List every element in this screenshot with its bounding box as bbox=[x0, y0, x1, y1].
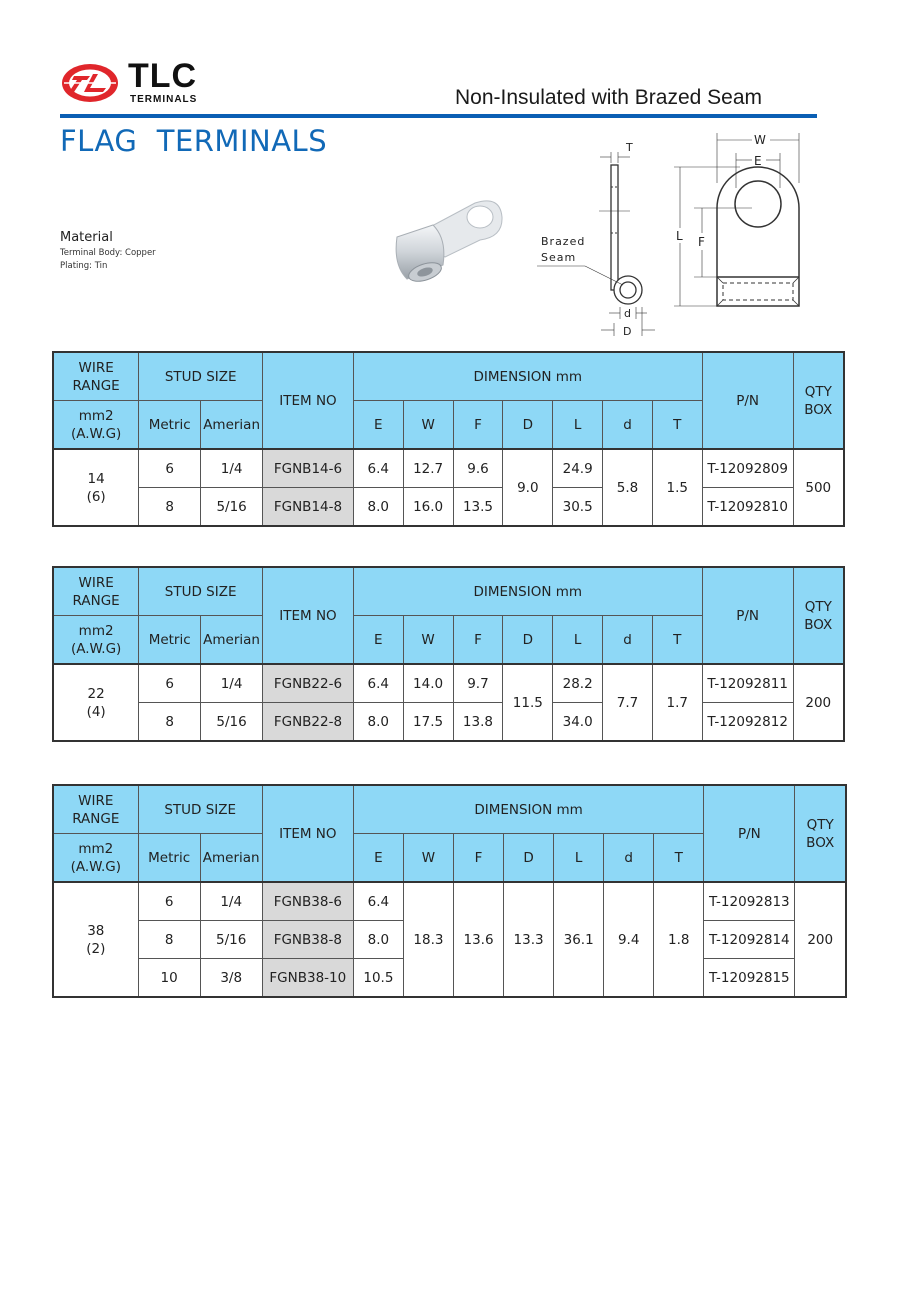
header-wire-range: WIRE RANGE bbox=[53, 785, 138, 834]
wire-range-cell: 38 (2) bbox=[53, 882, 138, 997]
pn-cell: T-12092810 bbox=[702, 488, 793, 527]
t-cell: 1.7 bbox=[652, 664, 702, 741]
w-cell: 18.3 bbox=[403, 882, 453, 997]
header-D: D bbox=[503, 616, 553, 665]
header-mm2: mm2 (A.W.G) bbox=[53, 834, 138, 883]
item-no-cell: FGNB38-6 bbox=[262, 882, 353, 921]
table-row bbox=[53, 703, 844, 742]
tlc-logo-icon bbox=[60, 62, 120, 104]
dim-label-F: F bbox=[698, 235, 705, 249]
header-stud-size: STUD SIZE bbox=[139, 352, 263, 401]
d-inner-cell: 7.7 bbox=[603, 664, 653, 741]
header-metric: Metric bbox=[139, 616, 201, 665]
spec-table-14 bbox=[52, 351, 845, 527]
header-item-no: ITEM NO bbox=[263, 567, 354, 664]
metric-cell: 6 bbox=[139, 449, 201, 488]
header-amerian: Amerian bbox=[201, 616, 263, 665]
l-cell: 36.1 bbox=[554, 882, 604, 997]
metric-cell: 10 bbox=[138, 959, 200, 998]
metric-cell: 8 bbox=[138, 921, 200, 959]
pn-cell: T-12092811 bbox=[702, 664, 793, 703]
d-outer-cell: 9.0 bbox=[503, 449, 553, 526]
header-F: F bbox=[453, 401, 503, 450]
table-row bbox=[53, 664, 844, 703]
header-E: E bbox=[353, 616, 403, 665]
t-cell: 1.8 bbox=[654, 882, 704, 997]
l-cell: 24.9 bbox=[553, 449, 603, 488]
header-qty-box: QTY BOX bbox=[795, 785, 846, 882]
e-cell: 6.4 bbox=[353, 449, 403, 488]
e-cell: 6.4 bbox=[353, 882, 403, 921]
pn-cell: T-12092814 bbox=[704, 921, 795, 959]
header-T: T bbox=[654, 834, 704, 883]
header-amerian: Amerian bbox=[201, 401, 263, 450]
header-wire-range: WIRE RANGE bbox=[53, 567, 139, 616]
wire-range-cell: 22 (4) bbox=[53, 664, 139, 741]
header-T: T bbox=[652, 401, 702, 450]
header-L: L bbox=[553, 616, 603, 665]
dim-label-D: D bbox=[623, 325, 632, 338]
header-qty-box: QTY BOX bbox=[793, 352, 844, 449]
t-cell: 1.5 bbox=[652, 449, 702, 526]
brand-logo bbox=[60, 57, 220, 110]
l-cell: 34.0 bbox=[553, 703, 603, 742]
qty-cell: 500 bbox=[793, 449, 844, 526]
l-cell: 30.5 bbox=[553, 488, 603, 527]
brand-sub: TERMINALS bbox=[130, 94, 198, 105]
qty-cell: 200 bbox=[793, 664, 844, 741]
dim-label-E: E bbox=[754, 154, 762, 168]
f-cell: 13.8 bbox=[453, 703, 503, 742]
amerian-cell: 1/4 bbox=[201, 664, 263, 703]
item-no-cell: FGNB22-8 bbox=[263, 703, 354, 742]
material-body: Terminal Body: Copper bbox=[60, 248, 156, 258]
item-no-cell: FGNB14-8 bbox=[263, 488, 354, 527]
e-cell: 8.0 bbox=[353, 703, 403, 742]
header-pn: P/N bbox=[702, 567, 793, 664]
header-E: E bbox=[353, 401, 403, 450]
w-cell: 17.5 bbox=[403, 703, 453, 742]
header-F: F bbox=[453, 834, 503, 883]
dim-label-L: L bbox=[676, 229, 683, 243]
header-d: d bbox=[604, 834, 654, 883]
l-cell: 28.2 bbox=[553, 664, 603, 703]
table-row bbox=[53, 449, 844, 488]
amerian-cell: 1/4 bbox=[201, 449, 263, 488]
e-cell: 8.0 bbox=[353, 921, 403, 959]
spec-table-38 bbox=[52, 784, 847, 998]
front-view-diagram bbox=[670, 128, 820, 313]
d-outer-cell: 11.5 bbox=[503, 664, 553, 741]
pn-cell: T-12092815 bbox=[704, 959, 795, 998]
metric-cell: 8 bbox=[139, 488, 201, 527]
dim-label-d: d bbox=[624, 307, 631, 320]
spec-table-22 bbox=[52, 566, 845, 742]
brazed-label: Brazed bbox=[541, 235, 586, 248]
header-dimension: DIMENSION mm bbox=[353, 352, 702, 401]
metric-cell: 8 bbox=[139, 703, 201, 742]
header-pn: P/N bbox=[704, 785, 795, 882]
header-d: d bbox=[603, 401, 653, 450]
f-cell: 13.6 bbox=[453, 882, 503, 997]
amerian-cell: 5/16 bbox=[201, 703, 263, 742]
header-W: W bbox=[403, 401, 453, 450]
qty-cell: 200 bbox=[795, 882, 846, 997]
side-view-diagram bbox=[535, 135, 660, 341]
w-cell: 12.7 bbox=[403, 449, 453, 488]
d-inner-cell: 9.4 bbox=[604, 882, 654, 997]
header-divider bbox=[60, 114, 817, 118]
item-no-cell: FGNB38-10 bbox=[262, 959, 353, 998]
pn-cell: T-12092813 bbox=[704, 882, 795, 921]
metric-cell: 6 bbox=[139, 664, 201, 703]
header-pn: P/N bbox=[702, 352, 793, 449]
wire-range-cell: 14 (6) bbox=[53, 449, 139, 526]
header-item-no: ITEM NO bbox=[263, 352, 354, 449]
f-cell: 13.5 bbox=[453, 488, 503, 527]
item-no-cell: FGNB22-6 bbox=[263, 664, 354, 703]
header-metric: Metric bbox=[138, 834, 200, 883]
amerian-cell: 5/16 bbox=[201, 488, 263, 527]
header-D: D bbox=[504, 834, 554, 883]
seam-label: Seam bbox=[541, 251, 577, 264]
header-W: W bbox=[403, 834, 453, 883]
item-no-cell: FGNB14-6 bbox=[263, 449, 354, 488]
header-mm2: mm2 (A.W.G) bbox=[53, 616, 139, 665]
header-D: D bbox=[503, 401, 553, 450]
w-cell: 14.0 bbox=[403, 664, 453, 703]
e-cell: 10.5 bbox=[353, 959, 403, 998]
amerian-cell: 5/16 bbox=[200, 921, 262, 959]
d-inner-cell: 5.8 bbox=[603, 449, 653, 526]
f-cell: 9.6 bbox=[453, 449, 503, 488]
table-row bbox=[53, 882, 846, 921]
f-cell: 9.7 bbox=[453, 664, 503, 703]
header-L: L bbox=[554, 834, 604, 883]
product-photo bbox=[385, 195, 505, 290]
material-plating: Plating: Tin bbox=[60, 261, 108, 271]
amerian-cell: 1/4 bbox=[200, 882, 262, 921]
material-section bbox=[60, 230, 156, 272]
pn-cell: T-12092809 bbox=[702, 449, 793, 488]
header-T: T bbox=[652, 616, 702, 665]
dim-label-T: T bbox=[626, 141, 633, 154]
w-cell: 16.0 bbox=[403, 488, 453, 527]
metric-cell: 6 bbox=[138, 882, 200, 921]
page-subtitle: Non-Insulated with Brazed Seam bbox=[455, 86, 762, 109]
d-outer-cell: 13.3 bbox=[504, 882, 554, 997]
header-item-no: ITEM NO bbox=[262, 785, 353, 882]
header-W: W bbox=[403, 616, 453, 665]
table-row bbox=[53, 488, 844, 527]
header-L: L bbox=[553, 401, 603, 450]
header-stud-size: STUD SIZE bbox=[138, 785, 262, 834]
amerian-cell: 3/8 bbox=[200, 959, 262, 998]
header-d: d bbox=[603, 616, 653, 665]
header-E: E bbox=[353, 834, 403, 883]
material-heading: Material bbox=[60, 230, 113, 245]
pn-cell: T-12092812 bbox=[702, 703, 793, 742]
header-mm2: mm2 (A.W.G) bbox=[53, 401, 139, 450]
header-qty-box: QTY BOX bbox=[793, 567, 844, 664]
header-dimension: DIMENSION mm bbox=[353, 785, 703, 834]
header-wire-range: WIRE RANGE bbox=[53, 352, 139, 401]
header-metric: Metric bbox=[139, 401, 201, 450]
page-title: FLAG TERMINALS bbox=[60, 124, 328, 158]
header-dimension: DIMENSION mm bbox=[353, 567, 702, 616]
brand-name: TLC bbox=[128, 57, 198, 95]
item-no-cell: FGNB38-8 bbox=[262, 921, 353, 959]
header-amerian: Amerian bbox=[200, 834, 262, 883]
dim-label-W: W bbox=[754, 133, 766, 147]
header-F: F bbox=[453, 616, 503, 665]
e-cell: 6.4 bbox=[353, 664, 403, 703]
e-cell: 8.0 bbox=[353, 488, 403, 527]
header-stud-size: STUD SIZE bbox=[139, 567, 263, 616]
